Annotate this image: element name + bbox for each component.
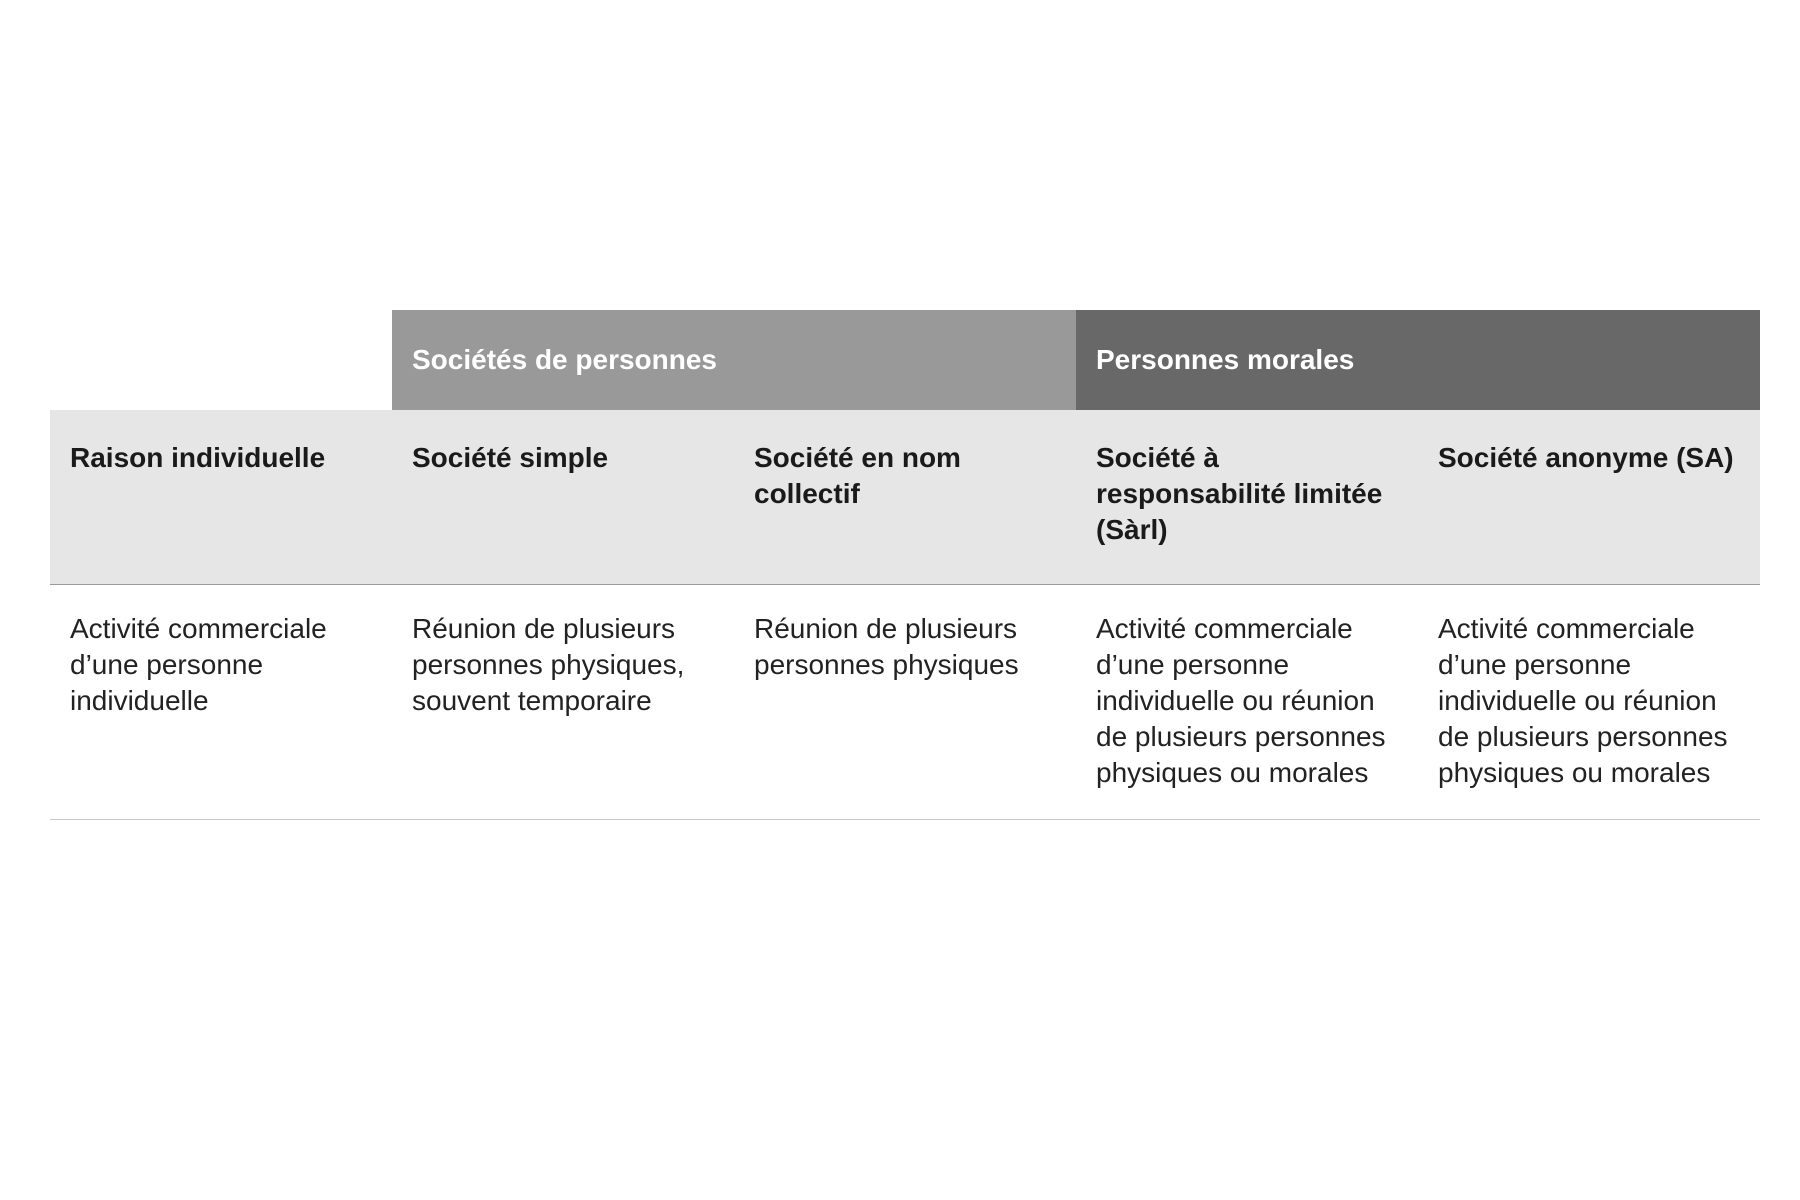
column-header-limited-liability-company: Société à responsabilité limitée (Sàrl) — [1096, 442, 1383, 545]
table-row — [50, 585, 1760, 820]
description-cell-public-limited-company: Activité commerciale d’une personne individuelle ou réunion de plusieurs personnes physiques ou morales — [1438, 613, 1728, 788]
group-header-partnerships: Sociétés de personnes — [392, 310, 1076, 410]
description-cell-sole-proprietorship: Activité commerciale d’une personne individuelle — [70, 613, 327, 716]
group-header-row — [50, 310, 1760, 410]
column-header-public-limited-company: Société anonyme (SA) — [1438, 442, 1734, 473]
column-header-general-partnership: Société en nom collectif — [754, 442, 961, 509]
column-header-simple-partnership: Société simple — [412, 442, 609, 473]
description-cell-general-partnership: Réunion de plusieurs personnes physiques — [754, 613, 1019, 680]
legal-forms-table — [50, 310, 1760, 820]
column-header-row — [50, 410, 1760, 585]
column-header-sole-proprietorship: Raison individuelle — [70, 442, 326, 473]
group-header-spacer — [50, 310, 392, 410]
description-cell-limited-liability-company: Activité commerciale d’une personne individuelle ou réunion de plusieurs personnes physiques ou morales — [1096, 613, 1386, 788]
group-header-legal-entities: Personnes morales — [1076, 310, 1760, 410]
description-cell-simple-partnership: Réunion de plusieurs personnes physiques, souvent temporaire — [412, 613, 685, 716]
